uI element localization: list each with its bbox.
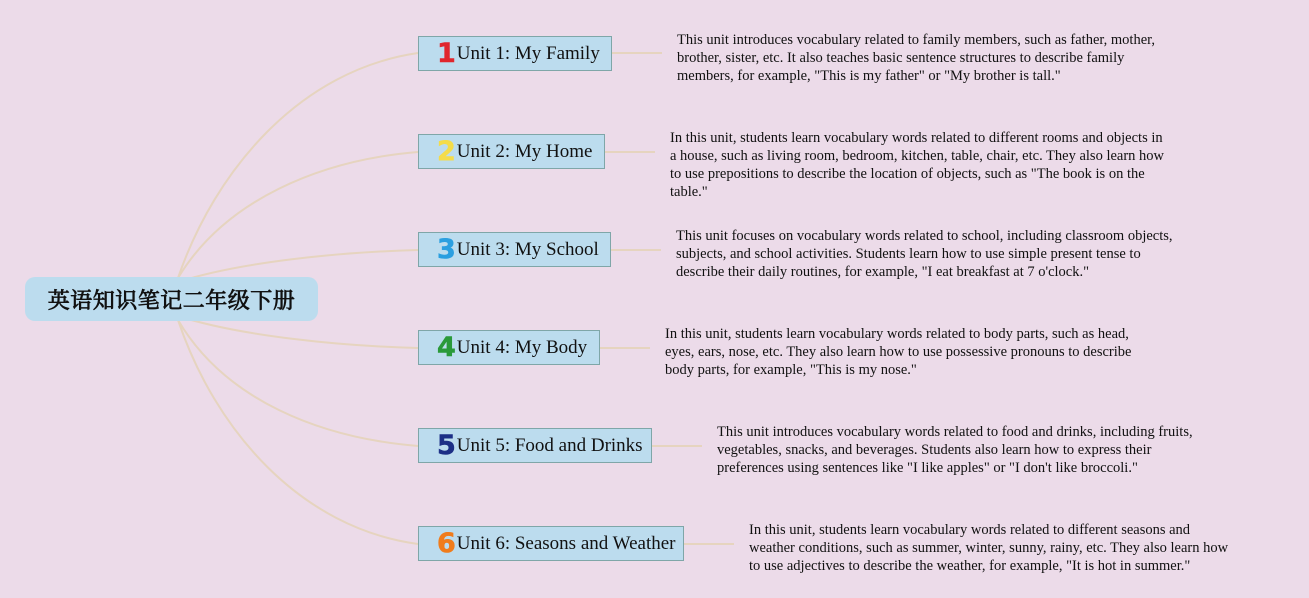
unit-title-2: Unit 2: My Home bbox=[456, 140, 593, 162]
unit-node-5[interactable] bbox=[418, 428, 652, 463]
root-topic[interactable] bbox=[25, 277, 318, 321]
unit-description-2: In this unit, students learn vocabulary words related to different rooms and objects in a house, such as living room, bedroom, kitchen, table, chair, etc. They also learn how to use prepositions to describe the location of objects, such as "The book is on the table." bbox=[670, 130, 1165, 200]
unit-description-1: This unit introduces vocabulary related to family members, such as father, mother, brother, sister, etc. It also teaches basic sentence structures to describe family members, for example, "This is my father" or "My brother is tall." bbox=[677, 32, 1155, 84]
unit-node-3[interactable] bbox=[418, 232, 611, 267]
unit-number-4: 4 bbox=[437, 332, 456, 363]
unit-title-6: Unit 6: Seasons and Weather bbox=[456, 532, 676, 554]
unit-title-4: Unit 4: My Body bbox=[456, 336, 588, 358]
unit-node-4[interactable] bbox=[418, 330, 600, 365]
unit-node-6[interactable] bbox=[418, 526, 684, 561]
unit-title-1: Unit 1: My Family bbox=[456, 42, 600, 64]
unit-description-6: In this unit, students learn vocabulary words related to different seasons and weather conditions, such as summer, winter, sunny, rainy, etc. They also learn how to use adjectives to describe the weather, for example, "It is hot in summer." bbox=[749, 522, 1229, 574]
connector-root-unit-1 bbox=[178, 53, 418, 278]
unit-title-3: Unit 3: My School bbox=[456, 238, 599, 260]
unit-number-5: 5 bbox=[437, 430, 456, 461]
unit-title-5: Unit 5: Food and Drinks bbox=[456, 434, 643, 456]
unit-number-1: 1 bbox=[437, 38, 456, 69]
unit-number-2: 2 bbox=[437, 136, 456, 167]
unit-description-3: This unit focuses on vocabulary words related to school, including classroom objects, subjects, and school activities. Students learn how to use simple present tense to describe their daily routines, for example, "I eat breakfast at 7 o'clock." bbox=[676, 228, 1173, 280]
unit-description-5: This unit introduces vocabulary words related to food and drinks, including fruits, vegetables, snacks, and beverages. Students also learn how to express their preferences using sentences like "I like apples" or "I don't like broccoli." bbox=[717, 424, 1193, 476]
connector-root-unit-6 bbox=[178, 320, 418, 544]
unit-description-4: In this unit, students learn vocabulary words related to body parts, such as head, eyes, ears, nose, etc. They also learn how to use possessive pronouns to describe body parts, for example, "This is my nose." bbox=[665, 326, 1132, 378]
unit-node-1[interactable] bbox=[418, 36, 612, 71]
root-topic-label: 英语知识笔记二年级下册 bbox=[47, 288, 296, 314]
unit-node-2[interactable] bbox=[418, 134, 605, 169]
unit-number-3: 3 bbox=[437, 234, 456, 265]
unit-number-6: 6 bbox=[437, 528, 456, 559]
